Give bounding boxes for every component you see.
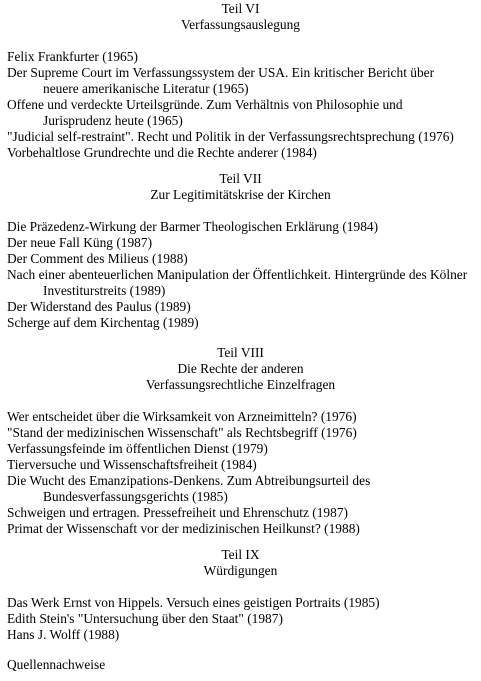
part-title: Zur Legitimitätskrise der Kirchen	[150, 187, 331, 202]
part-subtitle: Verfassungsrechtliche Einzelfragen	[145, 377, 336, 392]
list-item: Schweigen und ertragen. Pressefreiheit und Ehrenschutz (1987)	[7, 505, 348, 520]
entry-list	[0, 49, 477, 161]
entry-list	[0, 409, 477, 537]
list-item: Wer entscheidet über die Wirksamkeit von Arzneimitteln? (1976)	[7, 409, 357, 424]
list-item: Der neue Fall Küng (1987)	[7, 235, 153, 250]
entry-list	[0, 219, 477, 331]
section-teil-vi	[0, 1, 481, 161]
list-item: Das Werk Ernst von Hippels. Versuch eines geistigen Portraits (1985)	[7, 595, 380, 610]
part-number: Teil VII	[219, 171, 262, 186]
part-title: Würdigungen	[203, 563, 278, 578]
list-item: "Judicial self-restraint". Recht und Politik in der Verfassungsrechtsprechung (1976)	[7, 129, 454, 144]
closing-entry: Quellennachweise	[7, 657, 106, 672]
part-title: Verfassungsauslegung	[180, 17, 300, 32]
list-item: Edith Stein's "Untersuchung über den Staat" (1987)	[7, 611, 283, 626]
list-item: "Stand der medizinischen Wissenschaft" als Rechtsbegriff (1976)	[7, 425, 357, 440]
section-teil-viii	[0, 345, 481, 537]
part-number: Teil IX	[221, 547, 260, 562]
list-item: Offene und verdeckte Urteilsgründe. Zum Verhältnis von Philosophie und Jurisprudenz heute (1965)	[7, 97, 403, 128]
part-number: Teil VI	[221, 1, 260, 16]
entry-list	[0, 595, 477, 643]
section-teil-vii	[0, 171, 481, 331]
list-item: Die Präzedenz-Wirkung der Barmer Theologischen Erklärung (1984)	[7, 219, 379, 234]
list-item: Tierversuche und Wissenschaftsfreiheit (1984)	[7, 457, 257, 472]
part-title: Die Rechte der anderen	[177, 361, 304, 376]
list-item: Primat der Wissenschaft vor der medizinischen Heilkunst? (1988)	[7, 521, 360, 536]
list-item: Verfassungsfeinde im öffentlichen Dienst (1979)	[7, 441, 268, 456]
section-teil-ix	[0, 547, 481, 643]
part-number: Teil VIII	[217, 345, 264, 360]
list-item: Hans J. Wolff (1988)	[7, 627, 120, 642]
list-item: Der Comment des Milieus (1988)	[7, 251, 188, 266]
list-item: Vorbehaltlose Grundrechte und die Rechte anderer (1984)	[7, 145, 317, 160]
list-item: Scherge auf dem Kirchentag (1989)	[7, 315, 199, 330]
list-item: Der Widerstand des Paulus (1989)	[7, 299, 191, 314]
list-item: Felix Frankfurter (1965)	[7, 49, 138, 64]
list-item: Nach einer abenteuerlichen Manipulation der Öffentlichkeit. Hintergründe des Kölner Investiturstreits (1989)	[7, 267, 468, 298]
list-item: Die Wucht des Emanzipations-Denkens. Zum Abtreibungsurteil des Bundesverfassungsgerichts (1985)	[7, 473, 371, 504]
list-item: Der Supreme Court im Verfassungssystem der USA. Ein kritischer Bericht über neuere amerikanische Literatur (1965)	[7, 65, 435, 96]
